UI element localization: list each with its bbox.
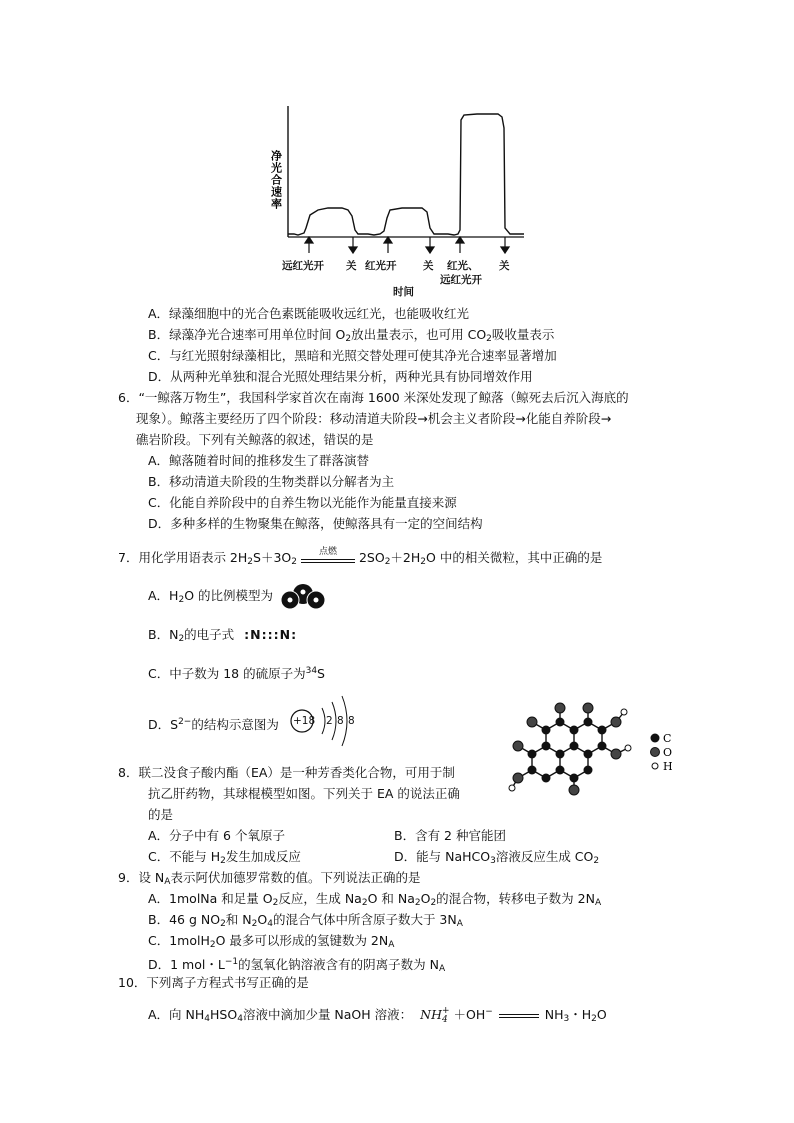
- q9-stem: 9．设 $N_A$表示阿伏加德罗常数的值。下列说法正确的是: [118, 870, 421, 887]
- nucleus-charge: +18: [293, 715, 316, 727]
- q9-option-b: B．46 g $NO_2$和 $N_2O_4$的混合气体中所含原子数大于 $3N_A$: [148, 912, 463, 929]
- q5-option-b: B．绿藻净光合速率可用单位时间 $O_2$放出量表示，也可用 $CO_2$吸收量表示: [148, 327, 555, 344]
- q5-option-d: D．从两种光单独和混合光照处理结果分析，两种光具有协同增效作用: [148, 369, 533, 384]
- equal-sign-long: [499, 1014, 539, 1018]
- event-arrows: [305, 237, 509, 253]
- water-space-filling-model: [280, 583, 326, 611]
- q7-option-d: D．$S^{2-}$的结构示意图为: [148, 717, 279, 732]
- q10-option-a: A．向 $NH_4HSO_4$溶液中滴加少量 NaOH 溶液： NH + 4 ＋OH− $NH_3$・$H_2O$: [148, 1005, 607, 1025]
- q9-option-a: A．1molNa 和足量 $O_2$反应，生成 $Na_2O$ 和 $Na_2O_2$的混合物，转移电子数为 $2N_A$: [148, 891, 602, 908]
- q6-option-b: B．移动清道夫阶段的生物类群以分解者为主: [148, 474, 395, 489]
- legend-carbon: C: [663, 732, 672, 745]
- event-label-far-red-on: 远红光开: [282, 260, 324, 272]
- event-label-far-red-on-2: 远红光开: [440, 274, 482, 286]
- q8-option-b: B．含有 2 种官能团: [394, 828, 506, 843]
- q6-stem-line1: 6．“一鲸落万物生”，我国科学家首次在南海 1600 米深处发现了鲸落（鲸死去后沉入海底的: [118, 390, 629, 405]
- q8-stem-line2: 抗乙肝药物，其球棍模型如图。下列关于 EA 的说法正确: [148, 786, 460, 801]
- q9-option-c: C．1molH$_2$O 最多可以形成的氢键数为 $2N_A$: [148, 933, 395, 950]
- q7-option-c: C．中子数为 18 的硫原子为$^{34}$S: [148, 666, 325, 681]
- q9-option-d: D．1 mol・$L^{-1}$的氢氧化钠溶液含有的阴离子数为 $N_A$: [148, 957, 446, 974]
- net-photosynthesis-chart: [262, 100, 532, 300]
- ellagic-acid-ball-stick-model: [498, 700, 648, 800]
- q8-option-a: A．分子中有 6 个氧原子: [148, 828, 285, 843]
- q10-stem: 10．下列离子方程式书写正确的是: [118, 975, 309, 990]
- event-label-off-2: 关: [423, 260, 434, 272]
- q8-option-d: D．能与 NaHCO$_3$溶液反应生成 $CO_2$: [394, 849, 600, 866]
- y-axis-label: 净光合速率: [269, 150, 283, 210]
- electron-shells: 2 8 8: [326, 715, 355, 727]
- event-label-off-1: 关: [346, 260, 357, 272]
- ammonium-ion: NH + 4: [420, 1005, 450, 1025]
- q5-option-c: C．与红光照射绿藻相比，黑暗和光照交替处理可使其净光合速率显著增加: [148, 348, 557, 363]
- atom-legend: [648, 730, 688, 772]
- x-axis-label: 时间: [393, 286, 414, 298]
- q7-stem: 7．用化学用语表示 $2H_2S+3O_2$ 点燃 $2SO_2+2H_2O$ 中的相关微粒，其中正确的是: [118, 549, 602, 571]
- n2-electron-formula: :N:::N:: [244, 627, 298, 642]
- q8-stem-line1: 8．联二没食子酸内酯（EA）是一种芳香类化合物，可用于制: [118, 765, 455, 780]
- event-label-red-on: 红光开: [365, 260, 397, 272]
- q6-stem-line2: 现象）。鲸落主要经历了四个阶段：移动清道夫阶段→机会主义者阶段→化能自养阶段→: [136, 411, 612, 426]
- q6-option-c: C．化能自养阶段中的自养生物以光能作为能量直接来源: [148, 495, 457, 510]
- response-curve: [288, 114, 524, 235]
- legend-hydrogen: H: [663, 760, 673, 772]
- q6-option-d: D．多种多样的生物聚集在鲸落，使鲸落具有一定的空间结构: [148, 516, 483, 531]
- legend-oxygen: O: [663, 746, 673, 759]
- q5-option-a: A．绿藻细胞中的光合色素既能吸收远红光，也能吸收红光: [148, 306, 470, 321]
- q6-stem-line3: 礁岩阶段。下列有关鲸落的叙述，错误的是: [136, 432, 374, 447]
- q7-option-b: B．$N_2$的电子式 :N:::N:: [148, 627, 298, 644]
- reaction-condition: 点燃: [318, 546, 337, 557]
- q8-stem-line3: 的是: [148, 807, 174, 822]
- event-label-red-and: 红光、: [447, 260, 479, 272]
- q7-option-a: A．$H_2O$ 的比例模型为: [148, 588, 274, 605]
- q6-option-a: A．鲸落随着时间的推移发生了群落演替: [148, 453, 370, 468]
- q8-option-c: C．不能与 $H_2$发生加成反应: [148, 849, 301, 866]
- event-label-off-3: 关: [499, 260, 510, 272]
